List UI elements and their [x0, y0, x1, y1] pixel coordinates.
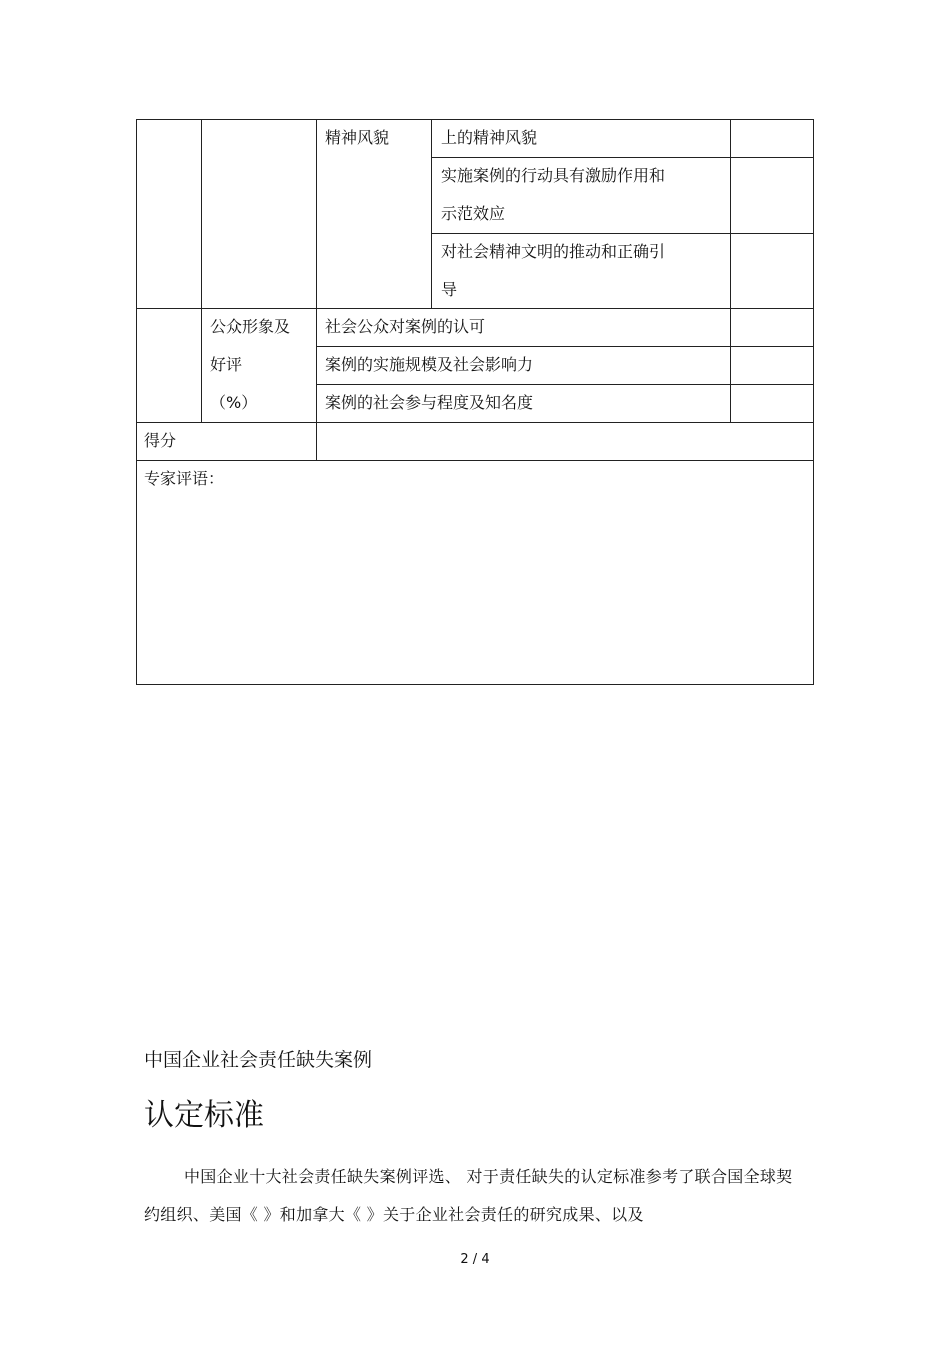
section-title: 认定标准 — [144, 1098, 264, 1133]
criterion-text: 社会公众对案例的认可 — [325, 317, 486, 336]
score-label: 得分 — [144, 431, 177, 450]
criterion-text: 示范效应 — [441, 204, 506, 223]
category-label: 好评 — [210, 355, 243, 374]
category-label: （%） — [210, 393, 258, 412]
evaluation-table — [136, 119, 814, 685]
category-label: 精神风貌 — [325, 128, 390, 147]
expert-comment-label: 专家评语： — [144, 469, 225, 488]
body-paragraph: 中国企业十大社会责任缺失案例评选、 对于责任缺失的认定标准参考了联合国全球契约组织、美国《 》和加拿大《 》关于企业社会责任的研究成果、以及 — [144, 1167, 793, 1224]
criterion-text: 导 — [441, 280, 458, 299]
section-subtitle: 中国企业社会责任缺失案例 — [144, 1049, 373, 1071]
category-label: 公众形象及 — [210, 317, 291, 336]
criterion-text: 案例的社会参与程度及知名度 — [325, 393, 534, 412]
criterion-text: 案例的实施规模及社会影响力 — [325, 355, 534, 374]
criterion-text: 实施案例的行动具有激励作用和 — [441, 166, 666, 185]
criterion-text: 对社会精神文明的推动和正确引 — [441, 242, 666, 261]
page-number: 2 / 4 — [460, 1252, 490, 1267]
criterion-text: 上的精神风貌 — [441, 128, 538, 147]
